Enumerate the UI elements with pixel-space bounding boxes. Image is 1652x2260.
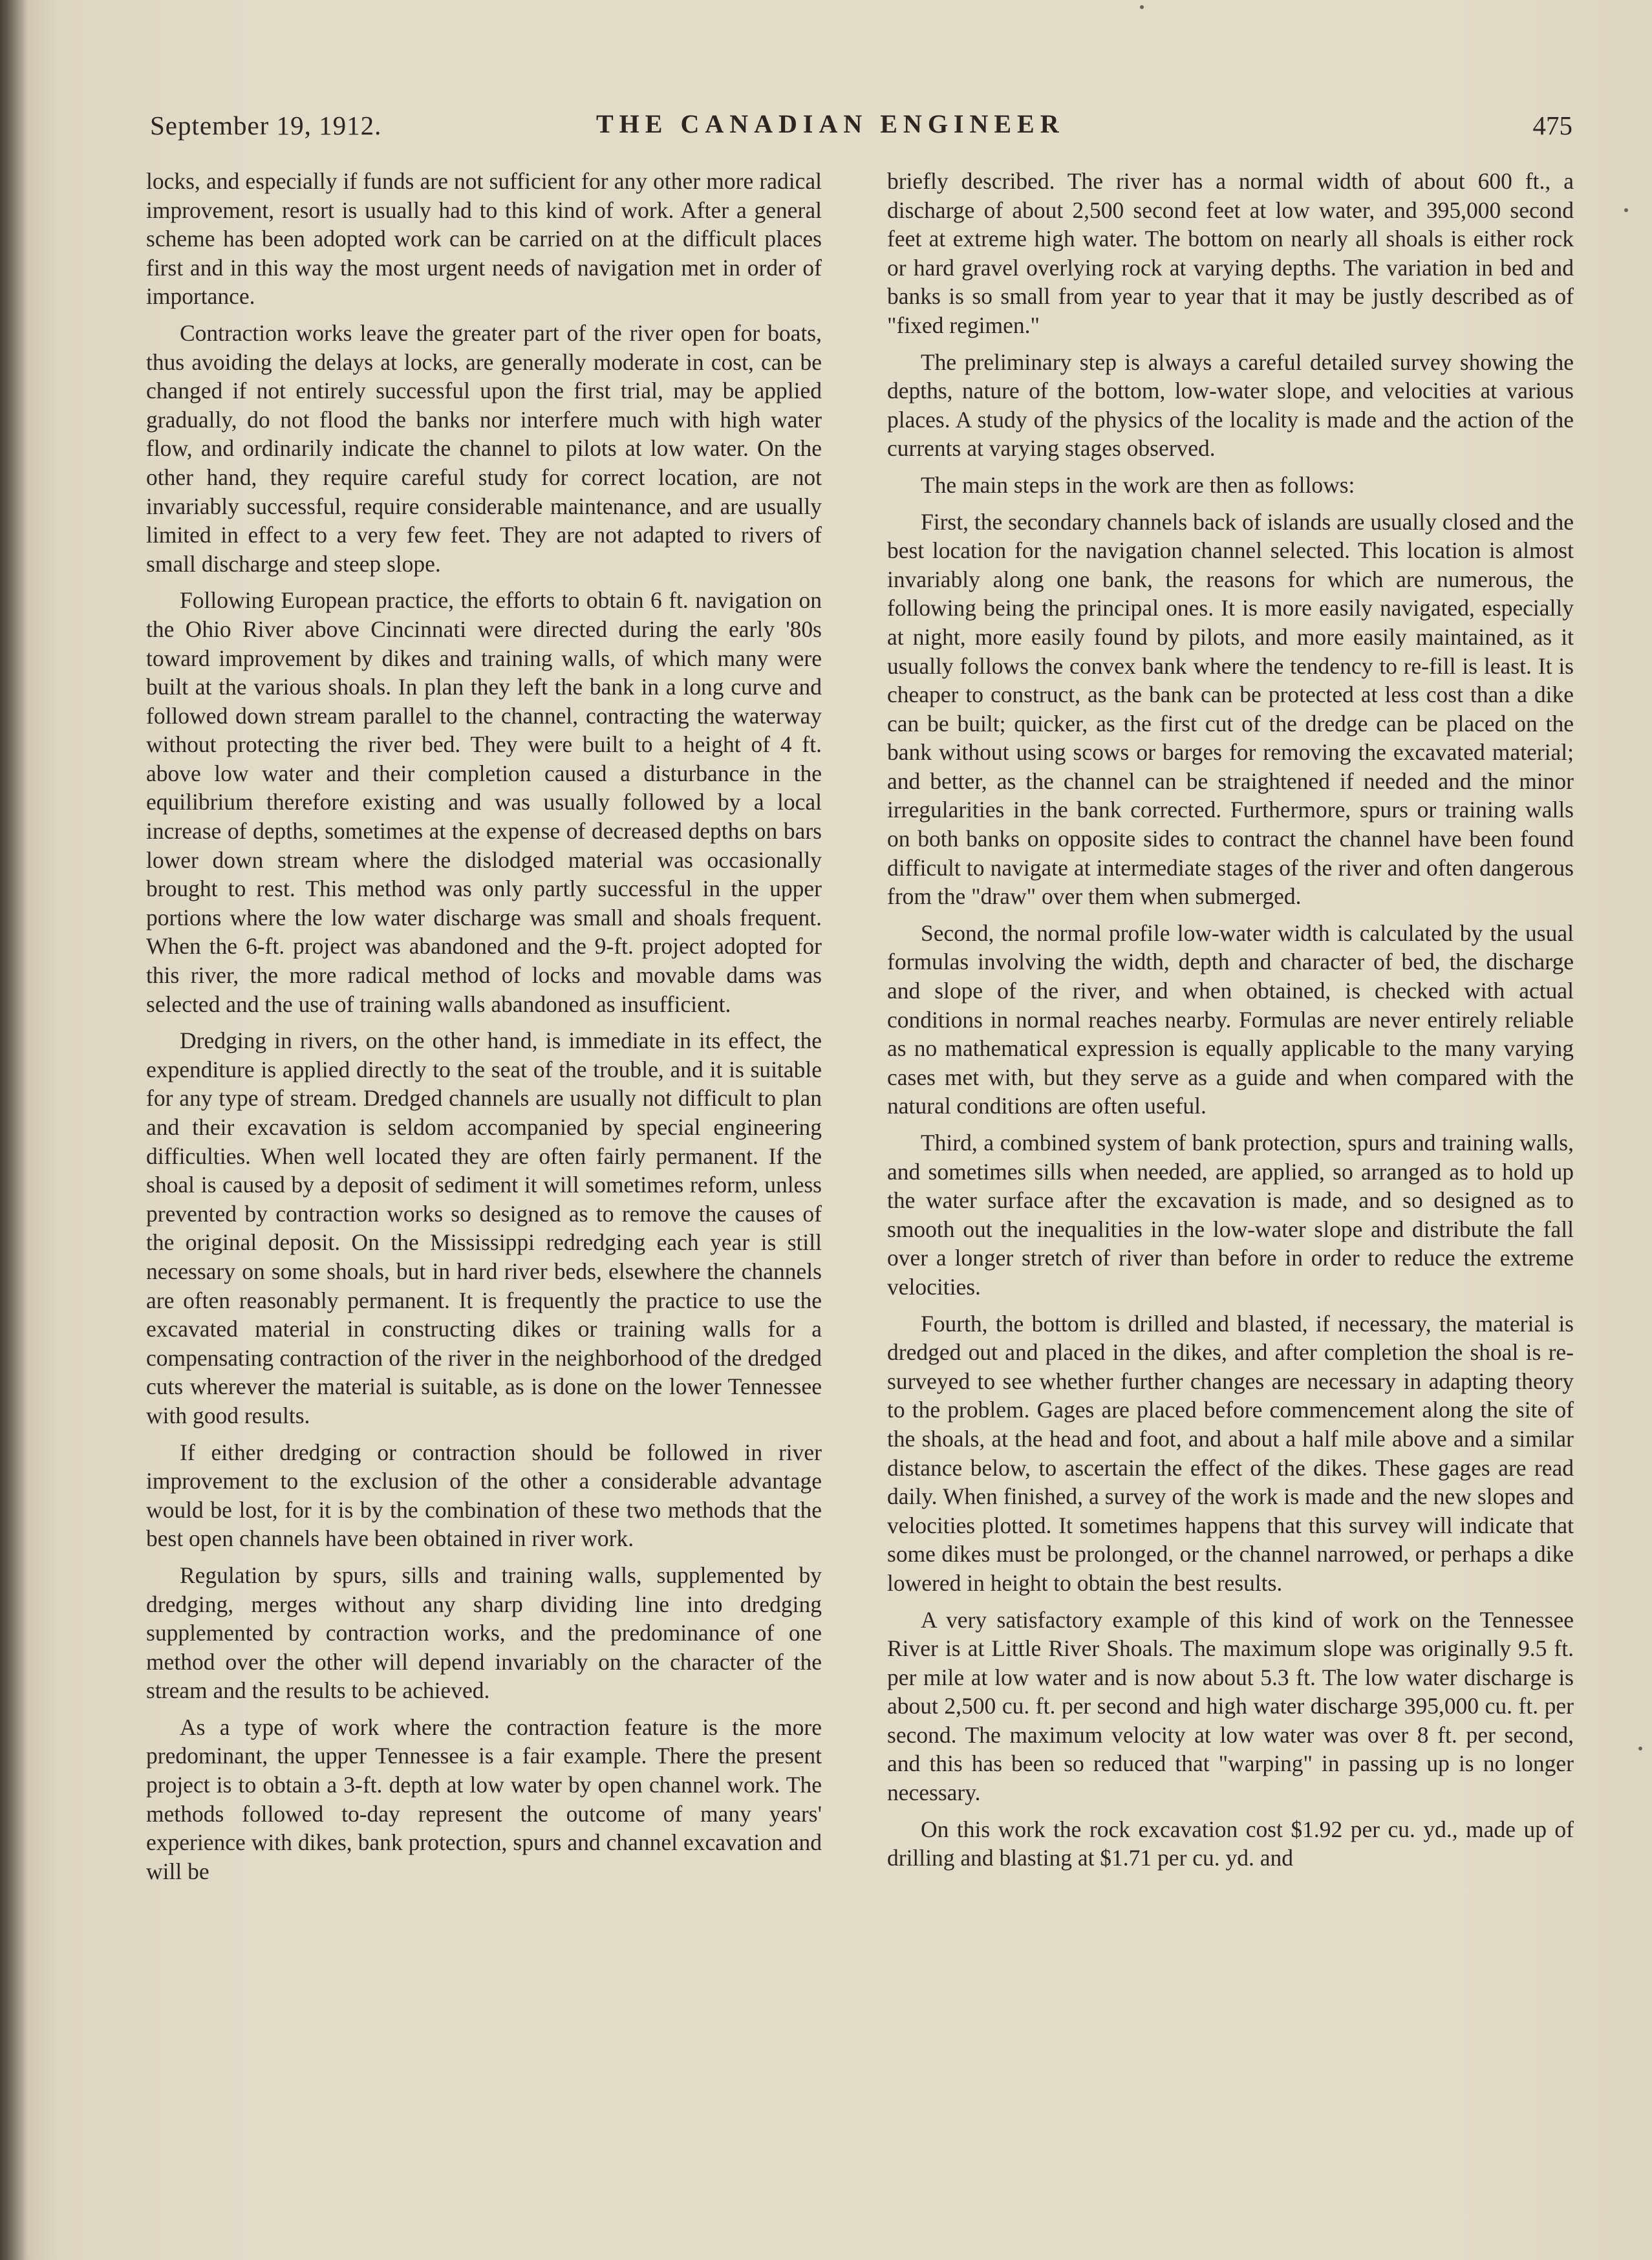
paragraph: Dredging in rivers, on the other hand, is immediate in its effect, the expenditure is applied directly to the seat of the trouble, and it is suitable for any type of stream. Dredged channels are usually not difficult to plan and their excavation is seldom accompanied by special engineering difficulties. When well located they are often fairly permanent. If the shoal is caused by a deposit of sediment it will sometimes reform, unless prevented by contraction works so designed as to remove the causes of the original deposit. On the Mississippi redredging each year is still necessary on some shoals, but in hard river beds, elsewhere the channels are often reasonably permanent. It is frequently the practice to use the excavated material in constructing dikes or training walls for a compensating contraction of the river in the neighborhood of the dredged cuts wherever the material is suitable, as is done on the lower Tennessee with good results. bbox=[146, 1028, 822, 1428]
paragraph: A very satisfactory example of this kind of work on the Tennessee River is at Little River Shoals. The maximum slope was originally 9.5 ft. per mile at low water and is now about 5.3 ft. The low water discharge is about 2,500 cu. ft. per second and high water discharge 395,000 cu. ft. per second. The maximum velocity at low water was over 8 ft. per second, and this has been so reduced that "warping" in passing up is no longer necessary. bbox=[887, 1606, 1574, 1806]
publication-title: THE CANADIAN ENGINEER bbox=[596, 109, 1065, 138]
paragraph: On this work the rock excavation cost $1.92 per cu. yd., made up of drilling and blasting at $1.71 per cu. yd. and bbox=[887, 1816, 1574, 1871]
paragraph: Contraction works leave the greater part of the river open for boats, thus avoiding the delays at locks, are generally moderate in cost, can be changed if not entirely successful upon the first trial, may be applied gradually, do not flood the banks nor interfere much with high water flow, and ordinarily indicate the channel to pilots at low water. On the other hand, they require careful study for correct location, are not invariably successful, require considerable maintenance, and are usually limited in effect to a very few feet. They are not adapted to rivers of small discharge and steep slope. bbox=[146, 319, 822, 577]
page-speck bbox=[1638, 1747, 1642, 1750]
page-number: 475 bbox=[1532, 111, 1572, 140]
paragraph: The preliminary step is always a careful detailed survey showing the depths, nature of the bottom, low-water slope, and velocities at various places. A study of the physics of the locality is made and the action of the currents at varying stages observed. bbox=[887, 349, 1574, 462]
paragraph: Fourth, the bottom is drilled and blasted, if necessary, the material is dredged out and placed in the dikes, and after completion the shoal is re-surveyed to see whether further changes are necessary in adapting theory to the problem. Gages are placed before commencement along the site of the shoals, at the head and foot, and about a half mile above and a similar distance below, to ascertain the effect of the dikes. These gages are read daily. When finished, a survey of the work is made and the new slopes and velocities plotted. It sometimes happens that this survey will indicate that some dikes must be prolonged, or the channel narrowed, or perhaps a dike lowered in height to obtain the best results. bbox=[887, 1310, 1574, 1596]
right-column bbox=[887, 167, 1574, 1880]
paragraph: Third, a combined system of bank protection, spurs and training walls, and sometimes sills when needed, are applied, so arranged as to hold up the water surface after the excavation is made, and so designed as to smooth out the inequalities in the low-water slope and distribute the fall over a longer stretch of river than before in order to reduce the extreme velocities. bbox=[887, 1130, 1574, 1300]
running-header bbox=[150, 110, 1572, 149]
paragraph: The main steps in the work are then as follows: bbox=[921, 471, 1355, 498]
page-speck bbox=[1624, 208, 1628, 212]
left-column bbox=[146, 167, 822, 1893]
paragraph: First, the secondary channels back of islands are usually closed and the best location for the navigation channel selected. This location is almost invariably along one bank, the reasons for which are numerous, the following being the principal ones. It is more easily navigated, especially at night, more easily found by pilots, and more easily maintained, as it usually follows the convex bank where the tendency to re-fill is least. It is cheaper to construct, as the bank can be protected at less cost than a dike can be built; quicker, as the first cut of the dredge can be placed on the bank without using scows or barges for removing the excavated material; and better, as the channel can be straightened if needed and the minor irregularities in the bank corrected. Furthermore, spurs or training walls on both banks on opposite sides to contract the channel have been found difficult to navigate at intermediate stages of the river and often dangerous from the "draw" over them when submerged. bbox=[887, 508, 1574, 910]
paragraph: As a type of work where the contraction feature is the more predominant, the upper Tennessee is a fair example. There the present project is to obtain a 3-ft. depth at low water by open channel work. The methods followed to-day represent the outcome of many years' experience with dikes, bank protection, spurs and channel excavation and will be bbox=[146, 1714, 822, 1884]
paragraph: Following European practice, the efforts to obtain 6 ft. navigation on the Ohio River above Cincinnati were directed during the early '80s toward improvement by dikes and training walls, of which many were built at the various shoals. In plan they left the bank in a long curve and followed down stream parallel to the channel, contracting the waterway without protecting the river bed. They were built to a height of 4 ft. above low water and their completion caused a disturbance in the equilibrium therefore existing and was usually followed by a local increase of depths, sometimes at the expense of decreased depths on bars lower down stream where the dislodged material was occasionally brought to rest. This method was only partly successful in the upper portions where the low water discharge was small and shoals frequent. When the 6-ft. project was abandoned and the 9-ft. project adopted for this river, the more radical method of locks and movable dams was selected and the use of training walls abandoned as insufficient. bbox=[146, 587, 822, 1017]
header-date: September 19, 1912. bbox=[150, 111, 382, 140]
paragraph: briefly described. The river has a normal width of about 600 ft., a discharge of about 2,500 second feet at low water, and 395,000 second feet at extreme high water. The bottom on nearly all shoals is either rock or hard gravel overlying rock at varying depths. The variation in bed and banks is so small from year to year that it may be justly described as of "fixed regimen." bbox=[887, 168, 1574, 338]
paragraph: Regulation by spurs, sills and training walls, supplemented by dredging, merges without any sharp dividing line into dredging supplemented by contraction works, and the predominance of one method over the other will depend invariably on the character of the stream and the results to be achieved. bbox=[146, 1562, 822, 1704]
paragraph: Second, the normal profile low-water width is calculated by the usual formulas involving the width, depth and character of bed, the discharge and slope of the river, and when obtained, is checked with actual conditions in normal reaches nearby. Formulas are never entirely reliable as no mathematical expression is equally applicable to the many varying cases met with, but they serve as a guide and when compared with the natural conditions are often useful. bbox=[887, 920, 1574, 1119]
page-speck bbox=[1140, 5, 1144, 9]
binding-shadow bbox=[0, 0, 26, 2260]
paragraph: locks, and especially if funds are not sufficient for any other more radical improvement, resort is usually had to this kind of work. After a general scheme has been adopted work can be carried on at the difficult places first and in this way the most urgent needs of navigation met in order of importance. bbox=[146, 168, 822, 310]
paragraph: If either dredging or contraction should be followed in river improvement to the exclusion of the other a considerable advantage would be lost, for it is by the combination of these two methods that the best open channels have been obtained in river work. bbox=[146, 1439, 822, 1552]
